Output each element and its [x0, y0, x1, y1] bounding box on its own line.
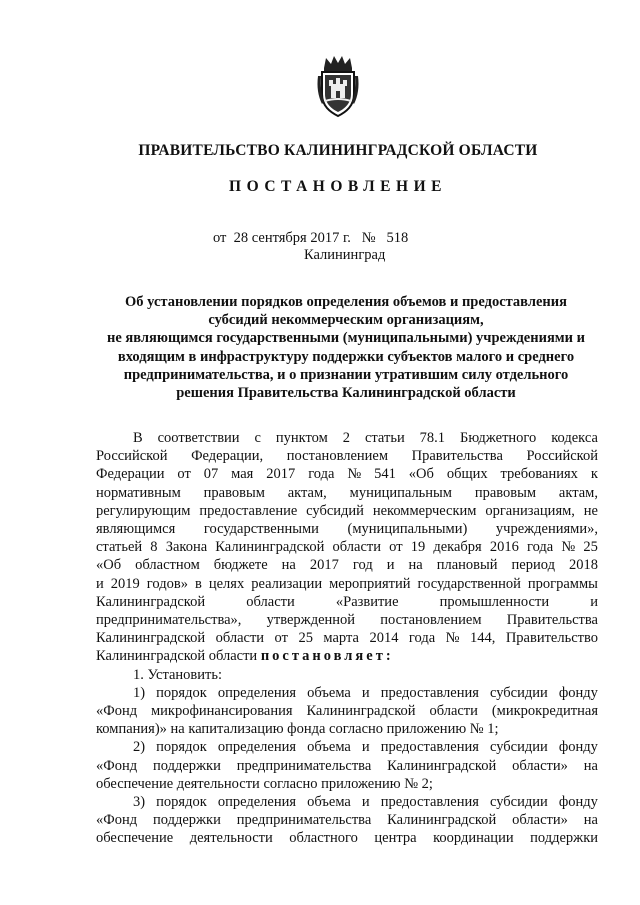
word: на [583, 757, 598, 774]
number-sign: № [361, 230, 376, 246]
word: 25 [583, 539, 598, 556]
word: организациям, [485, 502, 575, 519]
word: предоставление [199, 502, 298, 519]
date-prefix: от [213, 230, 227, 246]
word: субсидии [490, 794, 548, 811]
word: объема [307, 739, 351, 756]
word: статьей [96, 539, 143, 556]
word: «Об [96, 557, 122, 574]
word: года [308, 466, 335, 483]
word: реализации [251, 575, 323, 592]
word: являющимся [96, 521, 176, 538]
word: муниципальным [349, 484, 452, 501]
word: государственными [203, 521, 319, 538]
word: координации [433, 830, 514, 847]
word: области [332, 539, 382, 556]
word: порядок [156, 684, 207, 701]
text-line [96, 484, 598, 502]
word: № [561, 539, 576, 556]
word: (микрокредитная [491, 703, 598, 720]
word: поддержки [152, 812, 221, 829]
text-line [96, 429, 598, 447]
word: области [215, 630, 265, 647]
word: 8 [150, 539, 158, 556]
decree-body [96, 429, 598, 848]
word: Бюджетного [460, 430, 537, 446]
word: центра [374, 830, 417, 847]
word: актам, [558, 484, 598, 501]
word: 2017 [266, 466, 296, 483]
word: плановый [436, 557, 498, 574]
word: актам, [287, 484, 327, 501]
word: 19 [410, 539, 426, 556]
word: на [281, 557, 296, 574]
word: 2016 [489, 539, 519, 556]
word: Российской [526, 448, 598, 465]
text-line [96, 538, 598, 556]
word: года [527, 539, 554, 556]
word: кодекса [551, 430, 598, 446]
word: и [590, 593, 598, 610]
decree-subject [95, 293, 597, 402]
word: от [177, 466, 191, 483]
word: 78.1 [419, 430, 446, 446]
word: государственной [417, 575, 521, 592]
word: Правительства [506, 612, 598, 629]
text-line [96, 556, 598, 574]
word: фонду [558, 794, 598, 811]
word: учреждениями», [495, 521, 598, 538]
word: к [590, 466, 598, 483]
subject-line: не являющимся государственными (муниципальными) учреждениями и [107, 330, 585, 347]
word: № [347, 466, 362, 483]
subitem-1-end: компания)» на капитализацию фонда согласно приложению № 1; [96, 721, 499, 738]
word: фонду [558, 739, 598, 756]
word: промышленности [439, 593, 550, 610]
word: на [408, 557, 423, 574]
decree-date: 28 сентября 2017 г. [233, 230, 351, 246]
word: деятельности [189, 830, 273, 847]
word: поддержки [152, 757, 221, 774]
text-line [96, 811, 598, 829]
word: области» [512, 812, 568, 829]
word: пунктом [275, 430, 328, 446]
subject-line: Об установлении порядков определения объемов и предоставления [125, 294, 567, 310]
word: 2019 [110, 575, 140, 592]
word: областном [135, 557, 200, 574]
word: бюджете [213, 557, 268, 574]
word: областного [289, 830, 358, 847]
word: от [389, 539, 403, 556]
text-line [96, 757, 598, 775]
word: определения [217, 684, 297, 701]
word: год [352, 557, 373, 574]
word: 144, [469, 630, 496, 647]
word: и [386, 557, 395, 574]
word: «Фонд [96, 812, 138, 829]
text-line [96, 593, 598, 611]
word: 541 [374, 466, 396, 483]
text-line [96, 793, 598, 811]
subject-line: входящим в инфраструктуру поддержки субъектов малого и среднего [117, 348, 575, 365]
word: Калининградской [306, 703, 416, 720]
word: нормативным [96, 484, 181, 501]
word: программы [527, 575, 598, 592]
text-line [96, 702, 598, 720]
word: Закона [165, 539, 208, 556]
word: предоставления [380, 739, 479, 756]
word: на [583, 812, 598, 829]
government-title: ПРАВИТЕЛЬСТВО КАЛИНИНГРАДСКОЙ ОБЛАСТИ [138, 142, 538, 159]
word: статьи [364, 430, 405, 446]
resolves-word: постановляет: [260, 648, 394, 665]
word: В [133, 430, 143, 446]
word: порядок [156, 794, 207, 811]
preamble-last-line [96, 647, 598, 665]
word: от [274, 630, 288, 647]
word: 2017 [309, 557, 339, 574]
word: объема [307, 684, 351, 701]
word: декабря [433, 539, 482, 556]
word: правовым [203, 484, 265, 501]
word: 2014 [369, 630, 399, 647]
word: определения [217, 794, 297, 811]
word: субсидии [490, 684, 548, 701]
word: марта [323, 630, 359, 647]
subitem-3 [96, 793, 598, 848]
word: соответствии [157, 430, 240, 446]
word: порядок [156, 739, 207, 756]
word: Правительства [411, 448, 503, 465]
word: 2 [342, 430, 351, 446]
word: мероприятий [329, 575, 411, 592]
word: микрофинансирования [150, 703, 293, 720]
word: годов» [146, 575, 188, 592]
subitem-1 [96, 684, 598, 720]
word: обеспечение [96, 830, 174, 847]
word: субсидий [306, 502, 364, 519]
word: некоммерческим [372, 502, 477, 519]
document-type: ПОСТАНОВЛЕНИЕ [229, 178, 447, 195]
word: Калининградской [96, 630, 206, 647]
text-line [96, 520, 598, 538]
word: «Фонд [96, 703, 138, 720]
word: и [361, 739, 370, 756]
word: постановлением [380, 612, 482, 629]
word: объема [307, 794, 351, 811]
item-1: 1. Установить: [133, 666, 223, 683]
word: (муниципальными) [347, 521, 468, 538]
word: предоставления [380, 794, 479, 811]
word: и [361, 684, 370, 701]
word: постановлением [286, 448, 389, 465]
word: определения [217, 739, 297, 756]
preamble [96, 429, 598, 647]
text-line [96, 738, 598, 756]
word: с [254, 430, 261, 446]
word: года [408, 630, 436, 647]
word: 2018 [568, 557, 598, 574]
word: регулирующим [96, 502, 191, 519]
word: правовым [474, 484, 537, 501]
preamble-text: Калининградской области [96, 648, 258, 665]
subject-line: предпринимательства, и о признании утратившим силу отдельного [123, 366, 569, 383]
word: утвержденной [266, 612, 356, 629]
text-line [96, 575, 598, 593]
word: предоставления [380, 684, 479, 701]
subject-line: решения Правительства Калининградской области [176, 385, 516, 402]
word: поддержки [530, 830, 598, 847]
word: и [361, 794, 370, 811]
text-line [96, 465, 598, 483]
word: 3) [133, 794, 146, 811]
word: «Об [408, 466, 434, 483]
word: «Развитие [335, 593, 399, 610]
word: 1) [133, 684, 146, 701]
word: 2) [133, 739, 146, 756]
word: предпринимательства [236, 812, 372, 829]
word: требованиях [500, 466, 578, 483]
text-line [96, 447, 598, 465]
date-number-line [213, 230, 408, 247]
city: Калининград [304, 247, 386, 263]
word: Федерации, [191, 448, 264, 465]
word: и [96, 575, 104, 592]
word: Калининградской [387, 812, 497, 829]
word: области» [512, 757, 568, 774]
word: «Фонд [96, 757, 138, 774]
text-line [96, 829, 598, 847]
text-line [96, 629, 598, 647]
subject-line: субсидий некоммерческим организациям, [208, 312, 484, 329]
word: не [583, 502, 598, 519]
word: Правительство [505, 630, 598, 647]
word: фонду [558, 684, 598, 701]
word: общих [446, 466, 488, 483]
word: Федерации [96, 466, 165, 483]
subitem-2-end: обеспечение деятельности согласно приложению № 2; [96, 775, 433, 792]
word: мая [231, 466, 254, 483]
word: предпринимательства», [96, 612, 242, 629]
word: целях [208, 575, 245, 592]
kaliningrad-coat-of-arms-icon [316, 54, 360, 118]
word: № [445, 630, 460, 647]
text-line [96, 684, 598, 702]
decree-number: 518 [386, 230, 409, 246]
text-line [96, 502, 598, 520]
word: в [194, 575, 202, 592]
word: 07 [203, 466, 219, 483]
word: период [511, 557, 555, 574]
word: предпринимательства [236, 757, 372, 774]
subitem-2 [96, 738, 598, 774]
text-line [96, 611, 598, 629]
word: Калининградской [215, 539, 325, 556]
word: области [246, 593, 295, 610]
word: Российской [96, 448, 168, 465]
word: Калининградской [96, 593, 206, 610]
word: 25 [298, 630, 313, 647]
word: области [429, 703, 478, 720]
word: субсидии [490, 739, 548, 756]
word: Калининградской [387, 757, 497, 774]
